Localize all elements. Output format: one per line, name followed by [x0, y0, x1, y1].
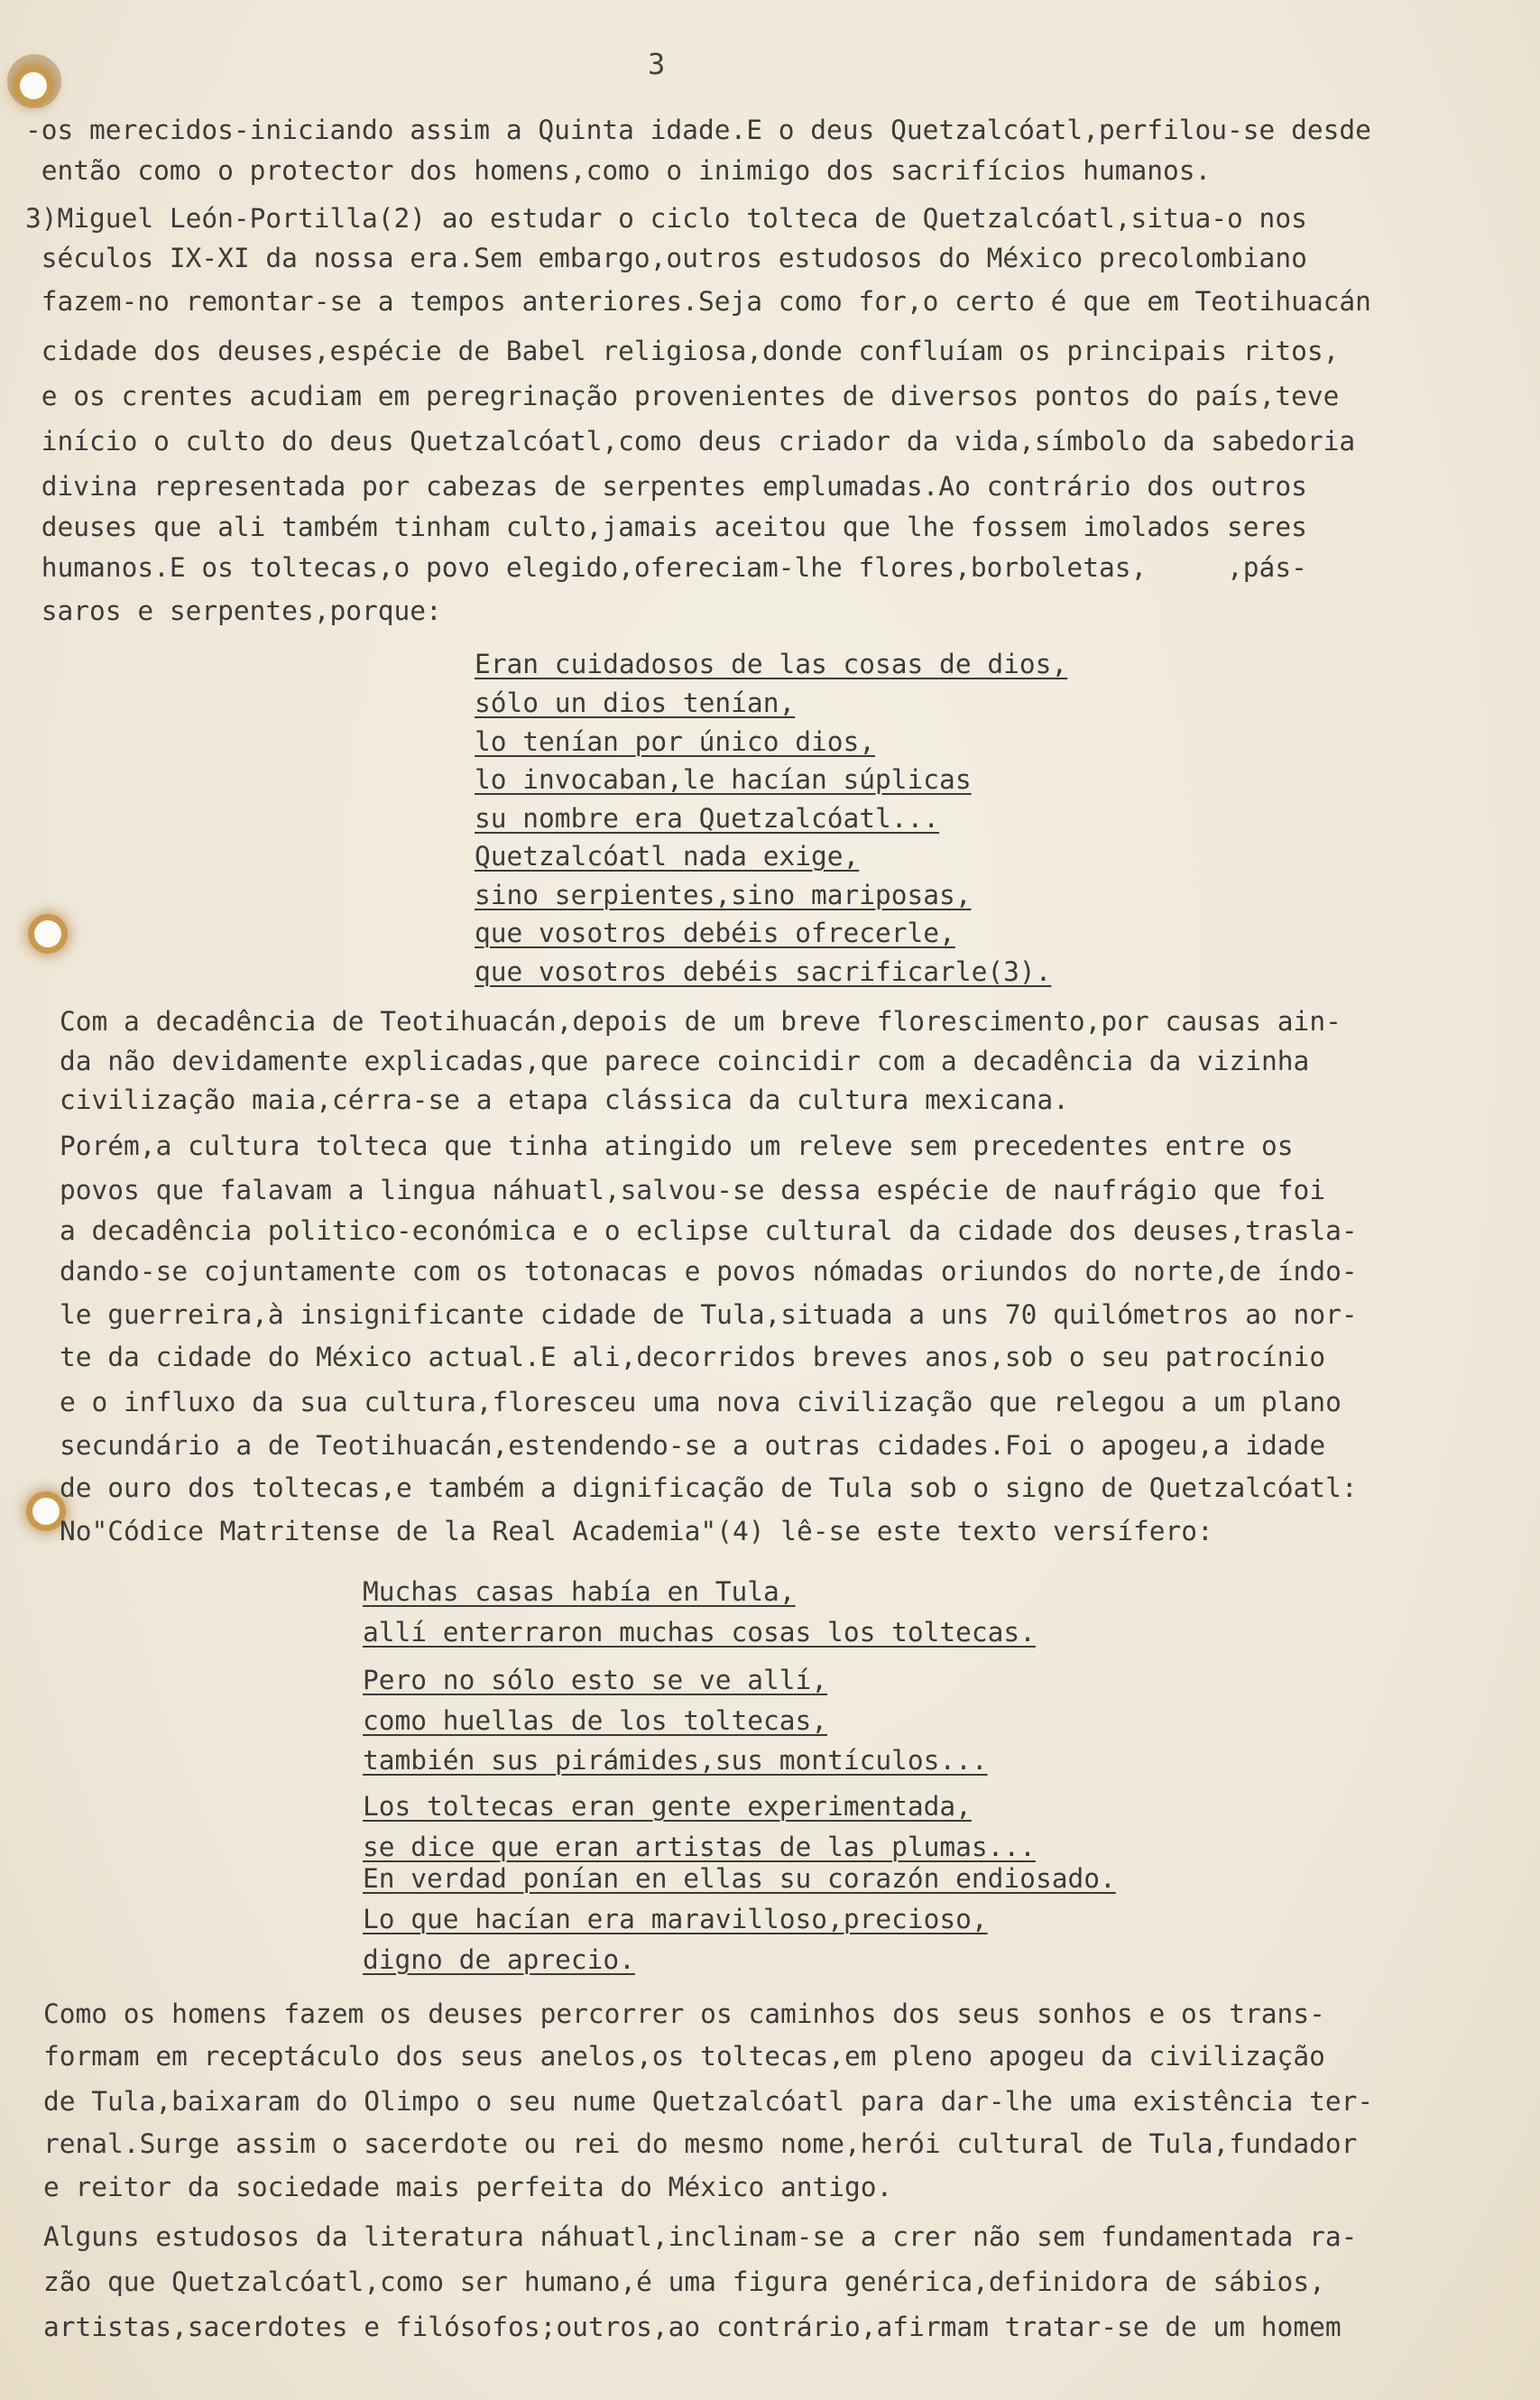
text-line: Como os homens fazem os deuses percorrer os caminhos dos seus sonhos e os trans- [43, 1998, 1325, 2029]
text-line: da não devidamente explicadas,que parece coincidir com a decadência da vizinha [60, 1046, 1310, 1076]
text-line: e os crentes acudiam em peregrinação provenientes de diversos pontos do país,teve [25, 381, 1340, 411]
text-line: cidade dos deuses,espécie de Babel religiosa,donde confluíam os principais ritos, [25, 336, 1340, 366]
text-line: Alguns estudosos da literatura náhuatl,inclinam-se a crer não sem fundamentada ra- [43, 2221, 1358, 2252]
text-line: saros e serpentes,porque: [25, 595, 442, 626]
text-line: e reitor da sociedade mais perfeita do México antigo. [43, 2172, 893, 2202]
verse-line: Los toltecas eran gente experimentada, [363, 1791, 972, 1822]
verse-line: En verdad ponían en ellas su corazón endiosado. [363, 1863, 1116, 1894]
text-line: dando-se cojuntamente com os totonacas e povos nómadas oriundos do norte,de índo- [60, 1256, 1358, 1287]
text-line: No"Códice Matritense de la Real Academia"(4) lê-se este texto versífero: [60, 1516, 1213, 1546]
text-line: fazem-no remontar-se a tempos anteriores.Seja como for,o certo é que em Teotihuacán [25, 286, 1371, 317]
verse-line: lo tenían por único dios, [475, 726, 876, 757]
verse-line: allí enterraron muchas cosas los toltecas. [363, 1617, 1036, 1648]
verse-line: lo invocaban,le hacían súplicas [475, 764, 972, 795]
verse-line: que vosotros debéis sacrificarle(3). [475, 956, 1052, 987]
punch-hole-bottom [32, 1498, 60, 1525]
text-line: secundário a de Teotihuacán,estendendo-se a outras cidades.Foi o apogeu,a idade [60, 1430, 1326, 1461]
text-line: então como o protector dos homens,como o inimigo dos sacrifícios humanos. [25, 155, 1212, 186]
text-line: 3)Miguel León-Portilla(2) ao estudar o ciclo tolteca de Quetzalcóatl,situa-o nos [25, 203, 1307, 234]
verse-line: Lo que hacían era maravilloso,precioso, [363, 1904, 988, 1934]
text-line: séculos IX-XI da nossa era.Sem embargo,outros estudosos do México precolombiano [25, 243, 1307, 273]
text-line: formam em receptáculo dos seus anelos,os toltecas,em pleno apogeu da civilização [43, 2041, 1325, 2072]
text-line: le guerreira,à insignificante cidade de Tula,situada a uns 70 quilómetros ao nor- [60, 1299, 1358, 1330]
text-line: renal.Surge assim o sacerdote ou rei do mesmo nome,herói cultural de Tula,fundador [43, 2128, 1358, 2159]
verse-line: sólo un dios tenían, [475, 688, 796, 718]
text-line: te da cidade do México actual.E ali,decorridos breves anos,sob o seu patrocínio [60, 1342, 1326, 1372]
text-line: e o influxo da sua cultura,floresceu uma nova civilização que relegou a um plano [60, 1387, 1342, 1417]
verse-line: se dice que eran artistas de las plumas... [363, 1832, 1036, 1862]
text-line: civilização maia,cérra-se a etapa clássica da cultura mexicana. [60, 1085, 1069, 1115]
verse-line: su nombre era Quetzalcóatl... [475, 803, 940, 834]
verse-line: Muchas casas había en Tula, [363, 1576, 796, 1607]
page-number: 3 [648, 47, 666, 81]
text-line: Porém,a cultura tolteca que tinha atingido um releve sem precedentes entre os [60, 1131, 1294, 1161]
verse-line: como huellas de los toltecas, [363, 1705, 828, 1736]
verse-line: también sus pirámides,sus montículos... [363, 1745, 988, 1776]
punch-hole-top [20, 72, 47, 99]
verse-line: Quetzalcóatl nada exige, [475, 841, 860, 872]
text-line: de ouro dos toltecas,e também a dignificação de Tula sob o signo de Quetzalcóatl: [60, 1472, 1358, 1503]
text-line: povos que falavam a lingua náhuatl,salvou-se dessa espécie de naufrágio que foi [60, 1175, 1326, 1205]
verse-line: digno de aprecio. [363, 1944, 635, 1975]
verse-line: que vosotros debéis ofrecerle, [475, 918, 955, 948]
text-line: Com a decadência de Teotihuacán,depois de um breve florescimento,por causas ain- [60, 1006, 1342, 1037]
verse-line: Pero no sólo esto se ve allí, [363, 1665, 828, 1695]
text-line: divina representada por cabezas de serpentes emplumadas.Ao contrário dos outros [25, 471, 1307, 502]
verse-line: sino serpientes,sino mariposas, [475, 880, 972, 910]
text-line: artistas,sacerdotes e filósofos;outros,ao contrário,afirmam tratar-se de um homem [43, 2312, 1342, 2342]
text-line: zão que Quetzalcóatl,como ser humano,é uma figura genérica,definidora de sábios, [43, 2266, 1325, 2297]
punch-hole-middle [34, 920, 61, 947]
text-line: -os merecidos-iniciando assim a Quinta idade.E o deus Quetzalcóatl,perfilou-se desde [25, 115, 1371, 145]
text-line: deuses que ali também tinham culto,jamais aceitou que lhe fossem imolados seres [25, 512, 1307, 542]
verse-line: Eran cuidadosos de las cosas de dios, [475, 649, 1068, 679]
text-line: de Tula,baixaram do Olimpo o seu nume Quetzalcóatl para dar-lhe uma existência ter- [43, 2086, 1374, 2117]
text-line: a decadência politico-económica e o eclipse cultural da cidade dos deuses,trasla- [60, 1215, 1358, 1246]
text-line: humanos.E os toltecas,o povo elegido,ofereciam-lhe flores,borboletas, ,pás- [25, 552, 1307, 583]
text-line: início o culto do deus Quetzalcóatl,como deus criador da vida,símbolo da sabedoria [25, 426, 1356, 457]
